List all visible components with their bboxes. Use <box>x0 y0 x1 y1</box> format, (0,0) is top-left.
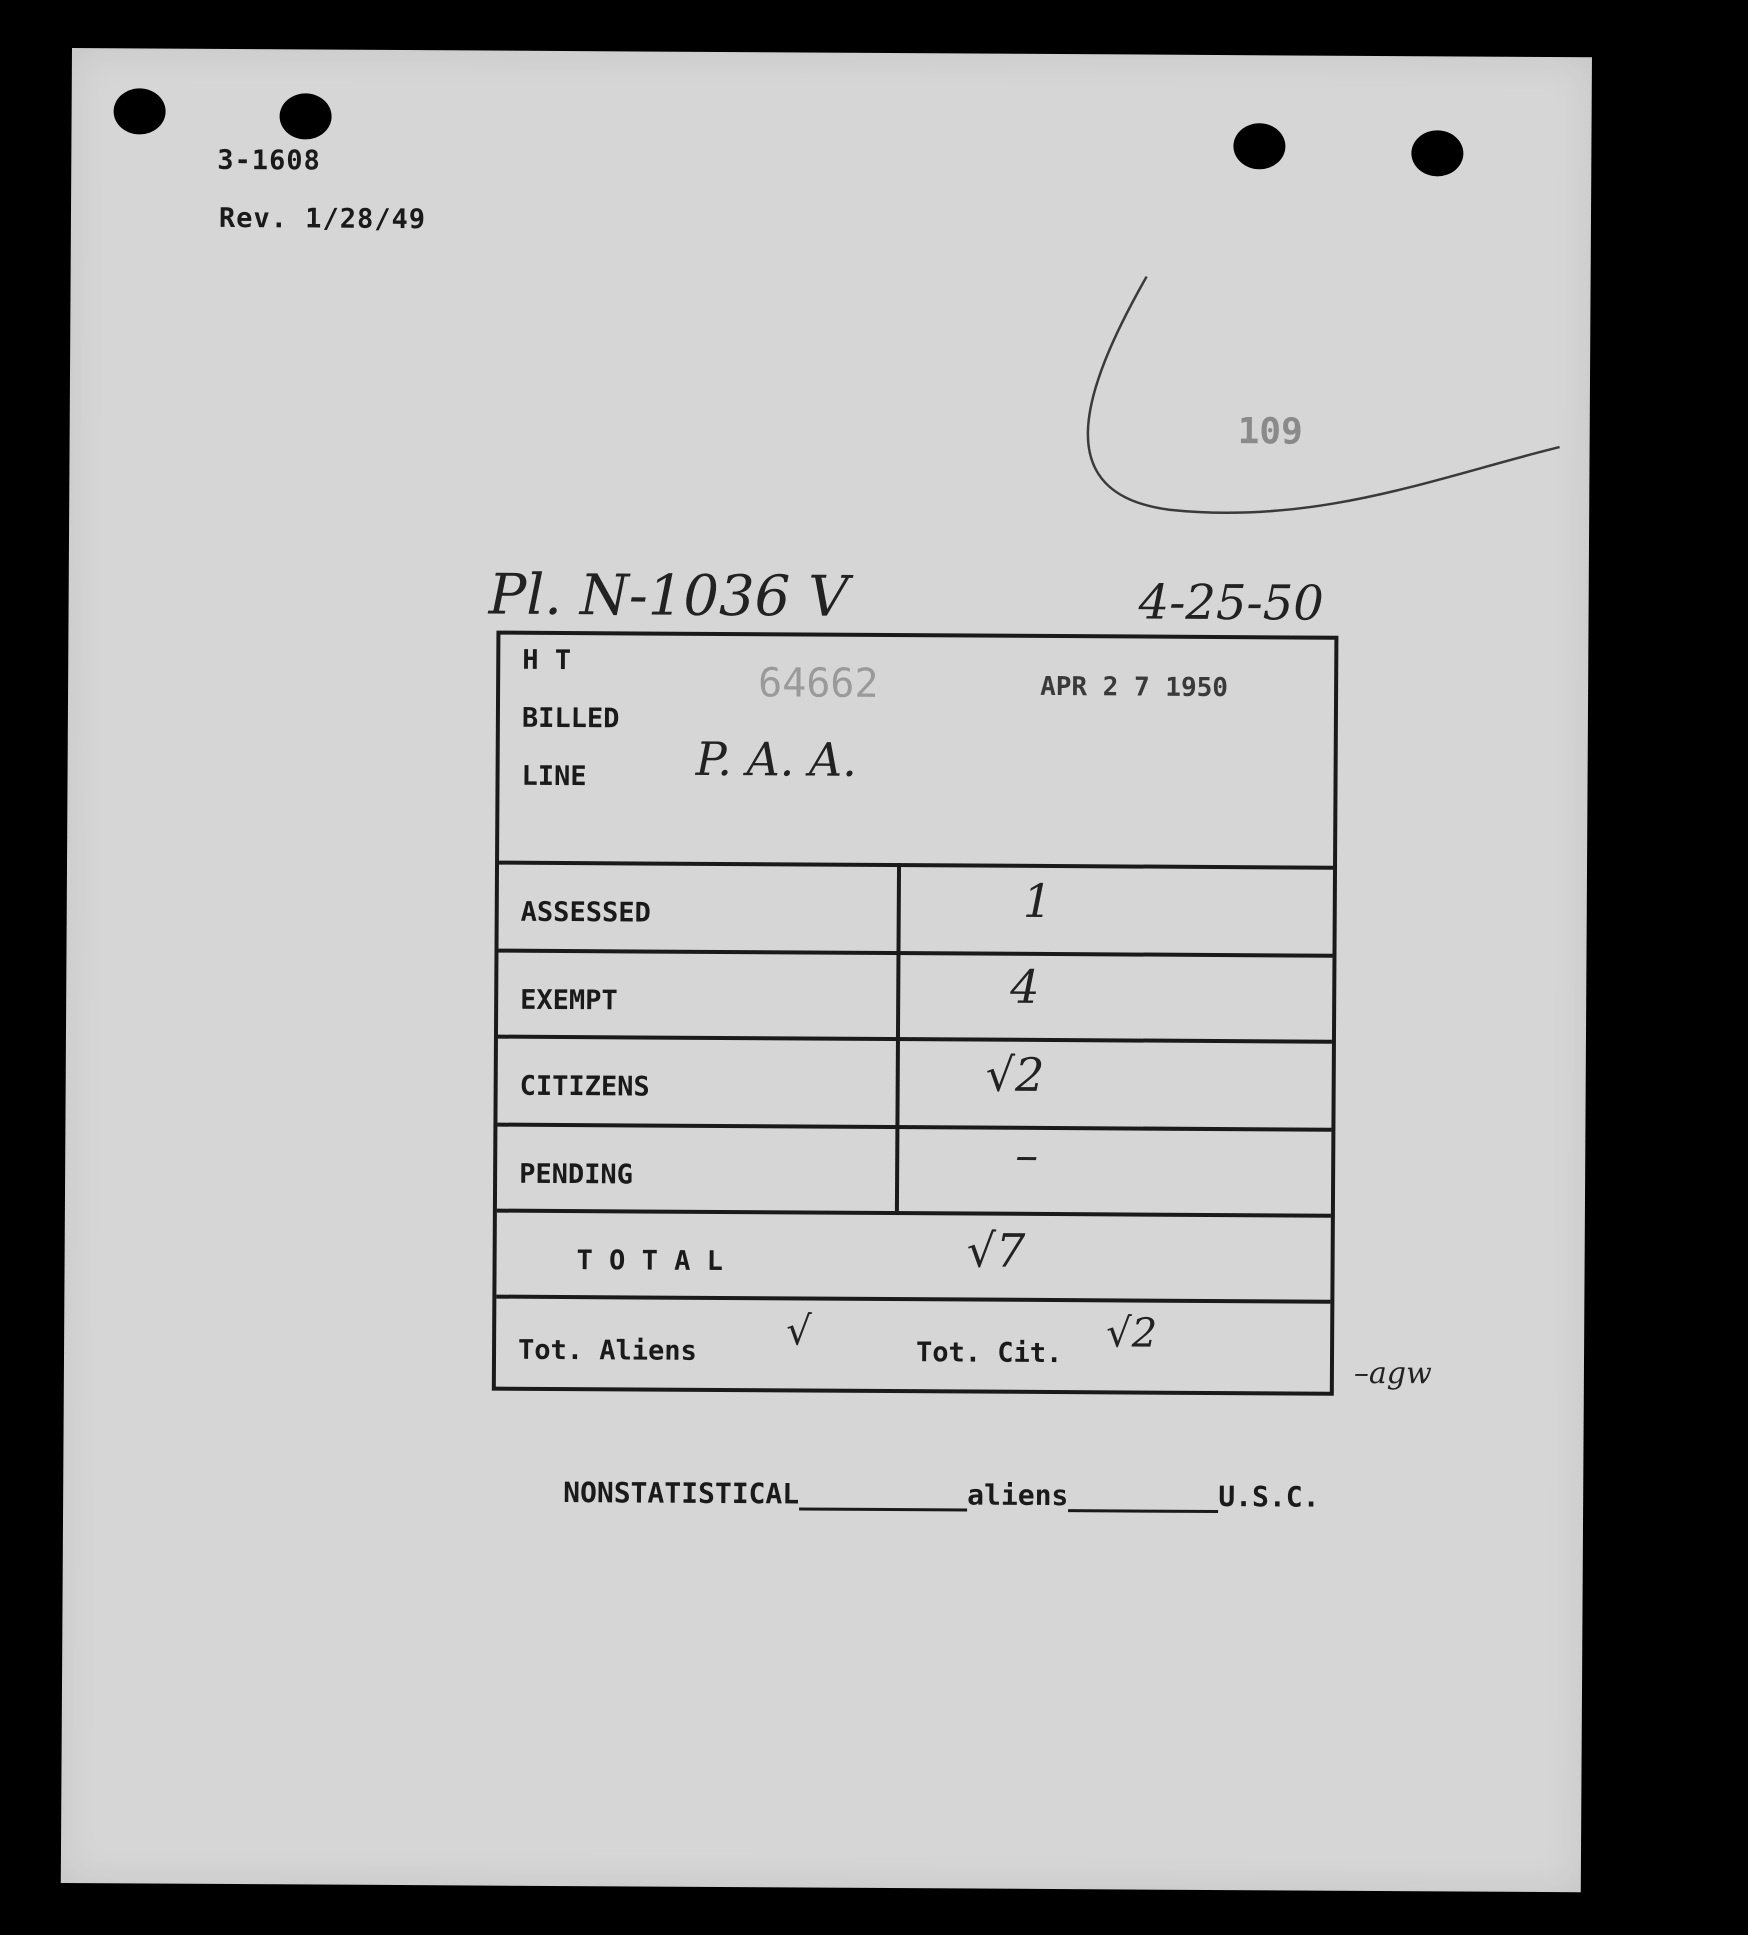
exempt-value: 4 <box>1010 959 1040 1014</box>
punch-hole-1 <box>113 88 165 134</box>
aliens-blank <box>799 1487 967 1511</box>
pending-label: PENDING <box>519 1158 634 1191</box>
form-number: 3-1608 <box>217 144 321 177</box>
pencil-curve <box>1059 274 1581 537</box>
tot-cit-value: √2 <box>1106 1310 1158 1357</box>
divider-citizens <box>497 1123 1331 1132</box>
aliens-label: aliens <box>967 1478 1069 1513</box>
citizens-label: CITIZENS <box>519 1070 650 1103</box>
divider-pending <box>497 1209 1331 1218</box>
punch-hole-4 <box>1411 130 1463 176</box>
ht-label: H T <box>522 644 572 677</box>
page-number: 109 <box>1237 411 1303 453</box>
tot-aliens-label: Tot. Aliens <box>517 1334 697 1367</box>
paper-sheet <box>61 48 1592 1892</box>
line-label: LINE <box>521 760 587 793</box>
divider-total <box>496 1295 1330 1304</box>
citizens-value: √2 <box>985 1047 1045 1102</box>
assessed-value: 1 <box>1022 873 1053 929</box>
tot-aliens-value: √ <box>786 1308 812 1355</box>
usc-label: U.S.C. <box>1218 1480 1320 1514</box>
nonstatistical-line <box>563 1476 1320 1514</box>
usc-blank <box>1068 1489 1218 1513</box>
plate-number: Pl. N-1036 V <box>488 562 849 630</box>
initials: –agw <box>1353 1355 1432 1392</box>
handwritten-date: 4-25-50 <box>1138 574 1324 632</box>
line-value: P. A. A. <box>695 731 858 787</box>
divider-assessed <box>498 949 1332 958</box>
date-stamp: APR 2 7 1950 <box>1040 671 1229 704</box>
total-value: √7 <box>966 1223 1026 1278</box>
exempt-label: EXEMPT <box>520 984 618 1017</box>
revision-date: Rev. 1/28/49 <box>218 202 427 236</box>
nonstatistical-label: NONSTATISTICAL <box>563 1476 800 1511</box>
total-label: T O T A L <box>576 1245 724 1277</box>
pending-value: – <box>1015 1127 1039 1182</box>
punch-hole-2 <box>279 93 331 139</box>
tot-cit-label: Tot. Cit. <box>915 1337 1063 1370</box>
billed-label: BILLED <box>521 702 620 735</box>
punch-hole-3 <box>1233 123 1285 169</box>
record-form <box>492 631 1339 1396</box>
divider-exempt <box>498 1035 1332 1044</box>
ht-stamp: 64662 <box>757 660 879 707</box>
assessed-label: ASSESSED <box>520 896 651 929</box>
divider-header <box>499 861 1333 870</box>
